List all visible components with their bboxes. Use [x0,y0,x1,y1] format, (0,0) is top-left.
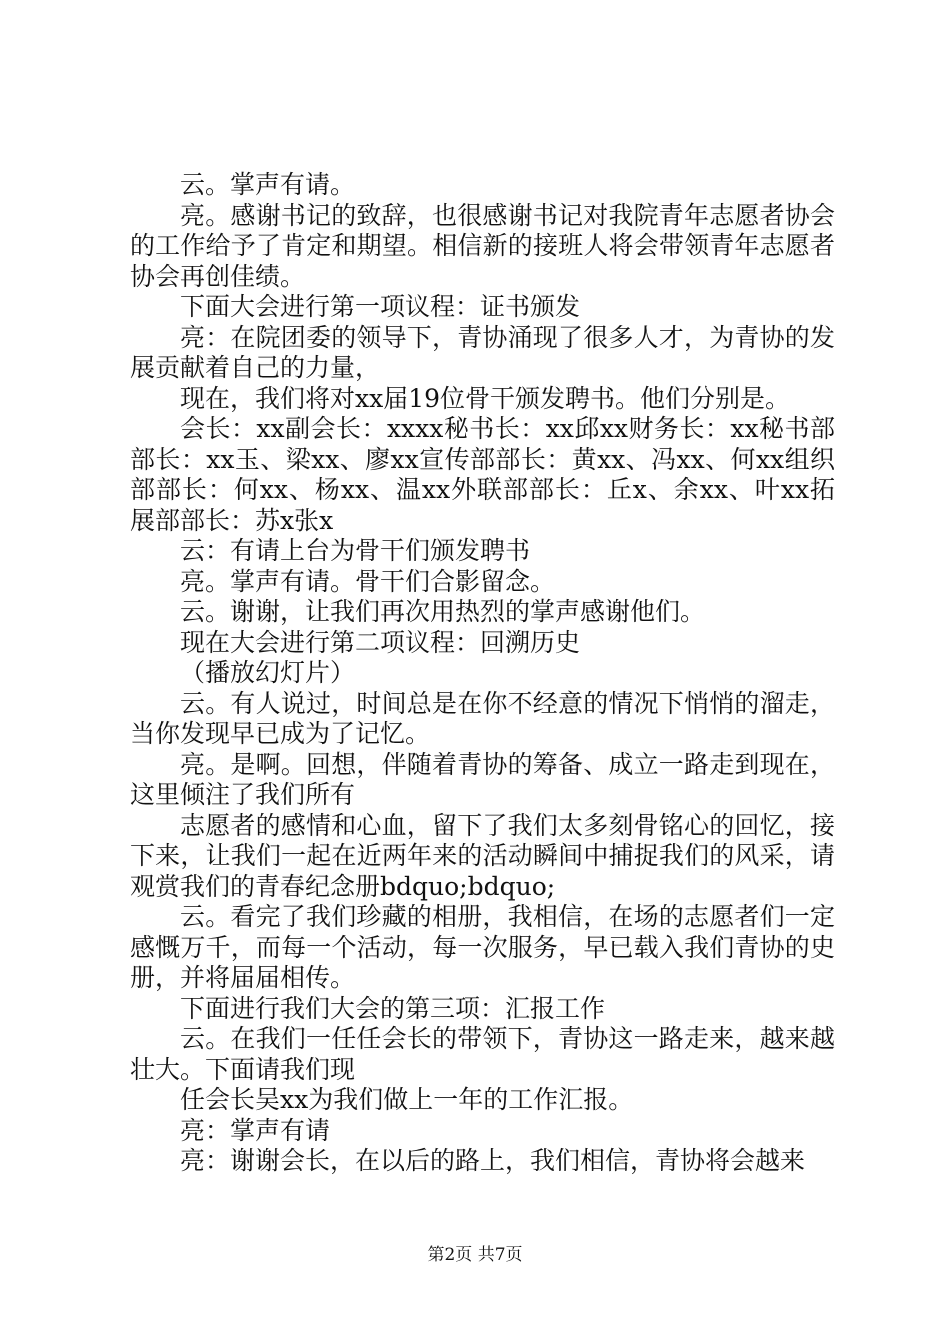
paragraph: 亮。掌声有请。骨干们合影留念。 [180,566,556,596]
paragraph: 下面大会进行第一项议程：证书颁发 [180,292,581,321]
paragraph: 亮。感谢书记的致辞，也很感谢书记对我院青年志愿者协会的工作给予了肯定和期望。相信新的接班人将会带领青年志愿者协会再创佳绩。 [130,200,835,291]
page-number-footer: 第2页 共7页 [427,1245,523,1265]
paragraph: 亮：掌声有请 [180,1115,331,1145]
paragraph: 云：有请上台为骨干们颁发聘书 [180,536,531,565]
paragraph: 云。掌声有请。 [180,170,356,199]
paragraph: 任会长吴xx为我们做上一年的工作汇报。 [180,1085,634,1114]
paragraph: 志愿者的感情和心血，留下了我们太多刻骨铭心的回忆，接下来，让我们一起在近两年来的活动瞬间中捕捉我们的风采，请观赏我们的青春纪念册bdquo;bdquo; [130,810,835,901]
paragraph: 亮：在院团委的领导下，青协涌现了很多人才，为青协的发展贡献着自己的力量， [130,322,835,382]
paragraph: 现在，我们将对xx届19位骨干颁发聘书。他们分别是。 [180,383,791,413]
paragraph: 云。看完了我们珍藏的相册，我相信，在场的志愿者们一定感慨万千，而每一个活动，每一次服务，早已载入我们青协的史册，并将届届相传。 [130,902,835,992]
paragraph: 会长：xx副会长：xxxx秘书长：xx邱xx财务长：xx秘书部部长：xx玉、梁xx、廖xx宣传部部长：黄xx、冯xx、何xx组织部部长：何xx、杨xx、温xx外联部部长：丘x、余xx、叶xx拓展部部长：苏x张x [130,414,835,535]
paragraph: 云。在我们一任任会长的带领下，青协这一路走来，越来越壮大。下面请我们现 [130,1024,835,1084]
paragraph: （播放幻灯片） [180,658,356,687]
paragraph: 亮：谢谢会长，在以后的路上，我们相信，青协将会越来 [180,1146,806,1175]
paragraph: 云。谢谢，让我们再次用热烈的掌声感谢他们。 [180,597,706,626]
paragraph: 下面进行我们大会的第三项：汇报工作 [180,993,606,1023]
paragraph: 亮。是啊。回想，伴随着青协的筹备、成立一路走到现在，这里倾注了我们所有 [130,749,835,809]
paragraph: 云。有人说过，时间总是在你不经意的情况下悄悄的溜走，当你发现早已成为了记忆。 [130,688,835,748]
paragraph: 现在大会进行第二项议程：回溯历史 [180,627,581,657]
document-body [130,170,835,1177]
